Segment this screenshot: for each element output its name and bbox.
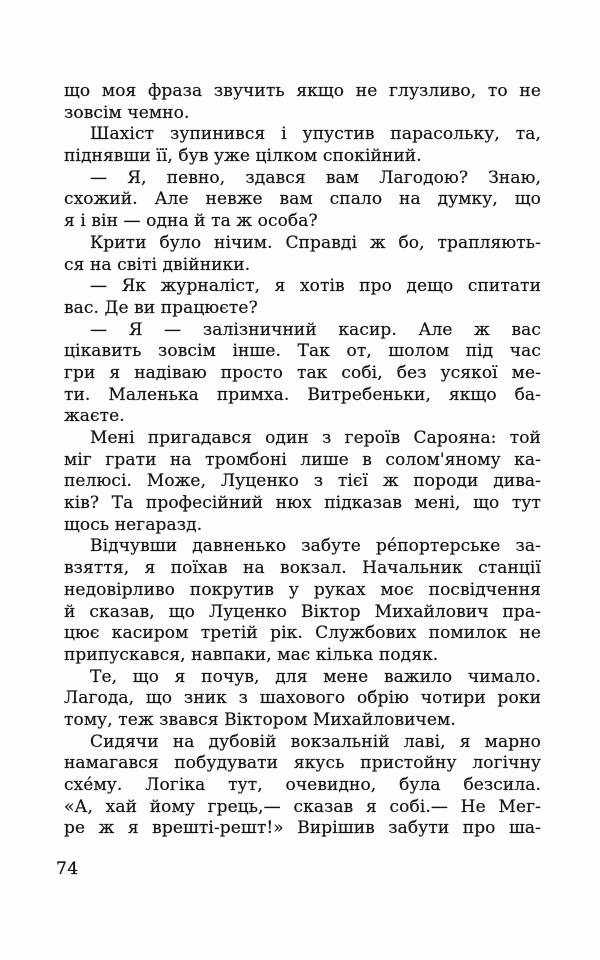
text-line: цює касиром третій рік. Службових помилок не	[64, 623, 541, 644]
text-line: Лагода, що зник з шахового обрію чотири роки	[64, 688, 541, 709]
text-line: Крити було нічим. Справді ж бо, трапляють-	[90, 232, 541, 253]
text-line: пелюсі. Може, Луценко з тієї ж породи дива-	[64, 471, 541, 492]
text-line: й сказав, що Луценко Віктор Михайлович пра-	[64, 601, 541, 622]
text-line: ся на світі двійники.	[64, 254, 251, 275]
text-line: недовірливо покрутив у руках моє посвідчення	[64, 579, 541, 600]
text-line: вас. Де ви працюєте?	[64, 297, 258, 318]
text-line: міг грати на тромбоні лише в солом'яному ка-	[64, 449, 541, 470]
text-line: — Я — залізничний касир. Але ж вас	[90, 319, 541, 340]
text-line: Шахіст зупинився і упустив парасольку, та,	[90, 124, 541, 145]
text-line: тому, теж звався Віктором Михайловичем.	[64, 709, 456, 730]
text-line: — Я, певно, здався вам Лагодою? Знаю,	[90, 167, 541, 188]
text-line: ків? Та професійний нюх підказав мені, що тут	[64, 493, 541, 514]
text-line: піднявши її, був уже цілком спокійний.	[64, 146, 422, 167]
text-line: припускався, навпаки, має кілька подяк.	[64, 644, 439, 665]
text-line: гри я надіваю просто так собі, без усякої ме-	[64, 362, 541, 383]
text-line: намагався побудувати якусь пристойну логічну	[64, 753, 541, 774]
text-line: я і він — одна й та ж особа?	[64, 211, 318, 232]
text-line: цікавить зовсім інше. Так от, шолом під час	[64, 341, 541, 362]
text-line: Відчувши давненько забуте ре́портерське за-	[90, 536, 541, 557]
text-line: Те, що я почув, для мене важило чимало.	[90, 666, 541, 687]
text-line: щось негаразд.	[64, 514, 203, 535]
text-line: ти. Маленька примха. Витребеньки, якщо ба-	[64, 384, 541, 405]
text-line: жаєте.	[64, 406, 125, 427]
text-line: схе́му. Логіка тут, очевидно, була безсила.	[64, 775, 541, 795]
page-number: 74	[56, 859, 79, 879]
text-line: Сидячи на дубовій вокзальній лаві, я марно	[90, 731, 541, 752]
text-line: зовсім чемно.	[64, 102, 190, 123]
text-line: «А, хай йому грець,— сказав я собі.— Не Мег-	[64, 796, 541, 817]
text-line: що моя фраза звучить якщо не глузливо, то не	[64, 81, 541, 101]
text-line: схожий. Але невже вам спало на думку, що	[64, 189, 541, 210]
text-line: ре ж я врешті-решт!» Вирішив забути про ша-	[64, 818, 541, 839]
text-line: Мені пригадався один з героїв Сарояна: той	[90, 428, 541, 448]
page-text	[64, 81, 541, 840]
text-line: — Як журналіст, я хотів про дещо спитати	[90, 276, 541, 297]
text-line: взяття, я поїхав на вокзал. Начальник станції	[64, 558, 541, 579]
